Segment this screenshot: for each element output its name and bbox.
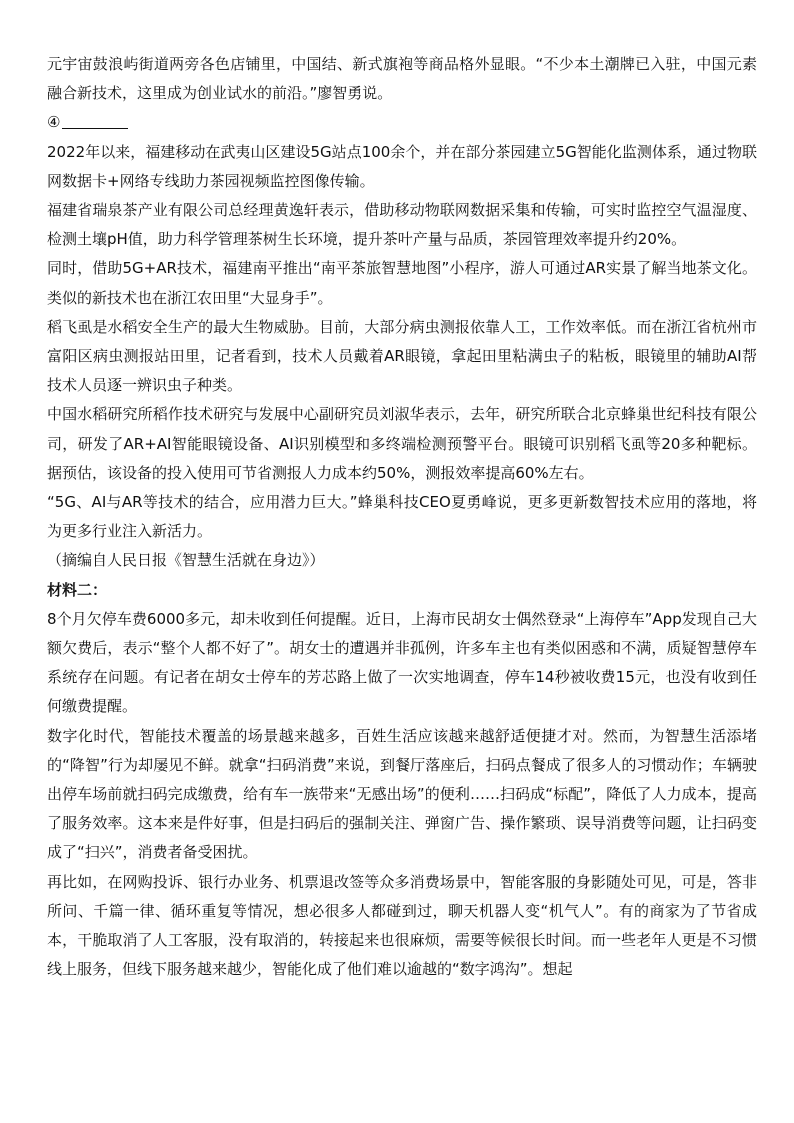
paragraph-1: 元宇宙鼓浪屿街道两旁各色店铺里，中国结、新式旗袍等商品格外显眼。“不少本土潮牌已入驻，中国元素融合新技术，这里成为创业试水的前沿。”廖智勇说。 [47, 55, 757, 103]
paragraph-7: “5G、AI与AR等技术的结合，应用潜力巨大。”蜂巢科技CEO夏勇峰说，更多更新数智技术应用的落地，将为更多行业注入新活力。 [47, 493, 757, 541]
fill-in-blank-line [62, 111, 128, 129]
paragraph-4: 同时，借助5G+AR技术，福建南平推出“南平茶旅智慧地图”小程序，游人可通过AR实景了解当地茶文化。类似的新技术也在浙江农田里“大显身手”。 [47, 259, 757, 307]
source-citation: （摘编自人民日报《智慧生活就在身边》） [47, 551, 325, 570]
section-heading-material-two: 材料二： [47, 580, 108, 599]
paragraph-6: 中国水稻研究所稻作技术研究与发展中心副研究员刘淑华表示，去年，研究所联合北京蜂巢世纪科技有限公司，研发了AR+AI智能眼镜设备、AI识别模型和多终端检测预警平台。眼镜可识别稻飞虱等20多种靶标。据预估，该设备的投入使用可节省测报人力成本约50%，测报效率提高60%左右。 [47, 405, 757, 482]
document-page [47, 50, 757, 985]
blank-heading [47, 108, 757, 137]
paragraph-5: 稻飞虱是水稻安全生产的最大生物威胁。目前，大部分病虫测报依靠人工，工作效率低。而在浙江省杭州市富阳区病虫测报站田里，记者看到，技术人员戴着AR眼镜，拿起田里粘满虫子的粘板，眼镜里的辅助AI帮技术人员逐一辨识虫子种类。 [47, 317, 757, 395]
circled-number-four: ④ [47, 113, 61, 132]
paragraph-3: 福建省瑞泉茶产业有限公司总经理黄逸轩表示，借助移动物联网数据采集和传输，可实时监控空气温湿度、检测土壤pH值，助力科学管理茶树生长环境，提升茶叶产量与品质，茶园管理效率提升约20%。 [47, 201, 757, 249]
paragraph-9: 数字化时代，智能技术覆盖的场景越来越多，百姓生活应该越来越舒适便捷才对。然而，为智慧生活添堵的“降智”行为却屡见不鲜。就拿“扫码消费”来说，到餐厅落座后，扫码点餐成了很多人的习惯动作；车辆驶出停车场前就扫码完成缴费，给有车一族带来“无感出场”的便利……扫码成“标配”，降低了人力成本，提高了服务效率。这本来是件好事，但是扫码后的强制关注、弹窗广告、操作繁琐、误导消费等问题，让扫码变成了“扫兴”，消费者备受困扰。 [47, 726, 757, 862]
paragraph-2: 2022年以来，福建移动在武夷山区建设5G站点100余个，并在部分茶园建立5G智能化监测体系，通过物联网数据卡+网络专线助力茶园视频监控图像传输。 [47, 142, 757, 190]
paragraph-10: 再比如，在网购投诉、银行办业务、机票退改签等众多消费场景中，智能客服的身影随处可见，可是，答非所问、千篇一律、循环重复等情况，想必很多人都碰到过，聊天机器人变“机气人”。有的商家为了节省成本，干脆取消了人工客服，没有取消的，转接起来也很麻烦，需要等候很长时间。而一些老年人更是不习惯线上服务，但线下服务越来越少，智能化成了他们难以逾越的“数字鸿沟”。想起 [47, 872, 757, 979]
paragraph-8: 8个月欠停车费6000多元，却未收到任何提醒。近日，上海市民胡女士偶然登录“上海停车”App发现自己大额欠费后，表示“整个人都不好了”。胡女士的遭遇并非孤例，许多车主也有类似困惑和不满，质疑智慧停车系统存在问题。有记者在胡女士停车的芳芯路上做了一次实地调查，停车14秒被收费15元，也没有收到任何缴费提醒。 [47, 609, 757, 716]
